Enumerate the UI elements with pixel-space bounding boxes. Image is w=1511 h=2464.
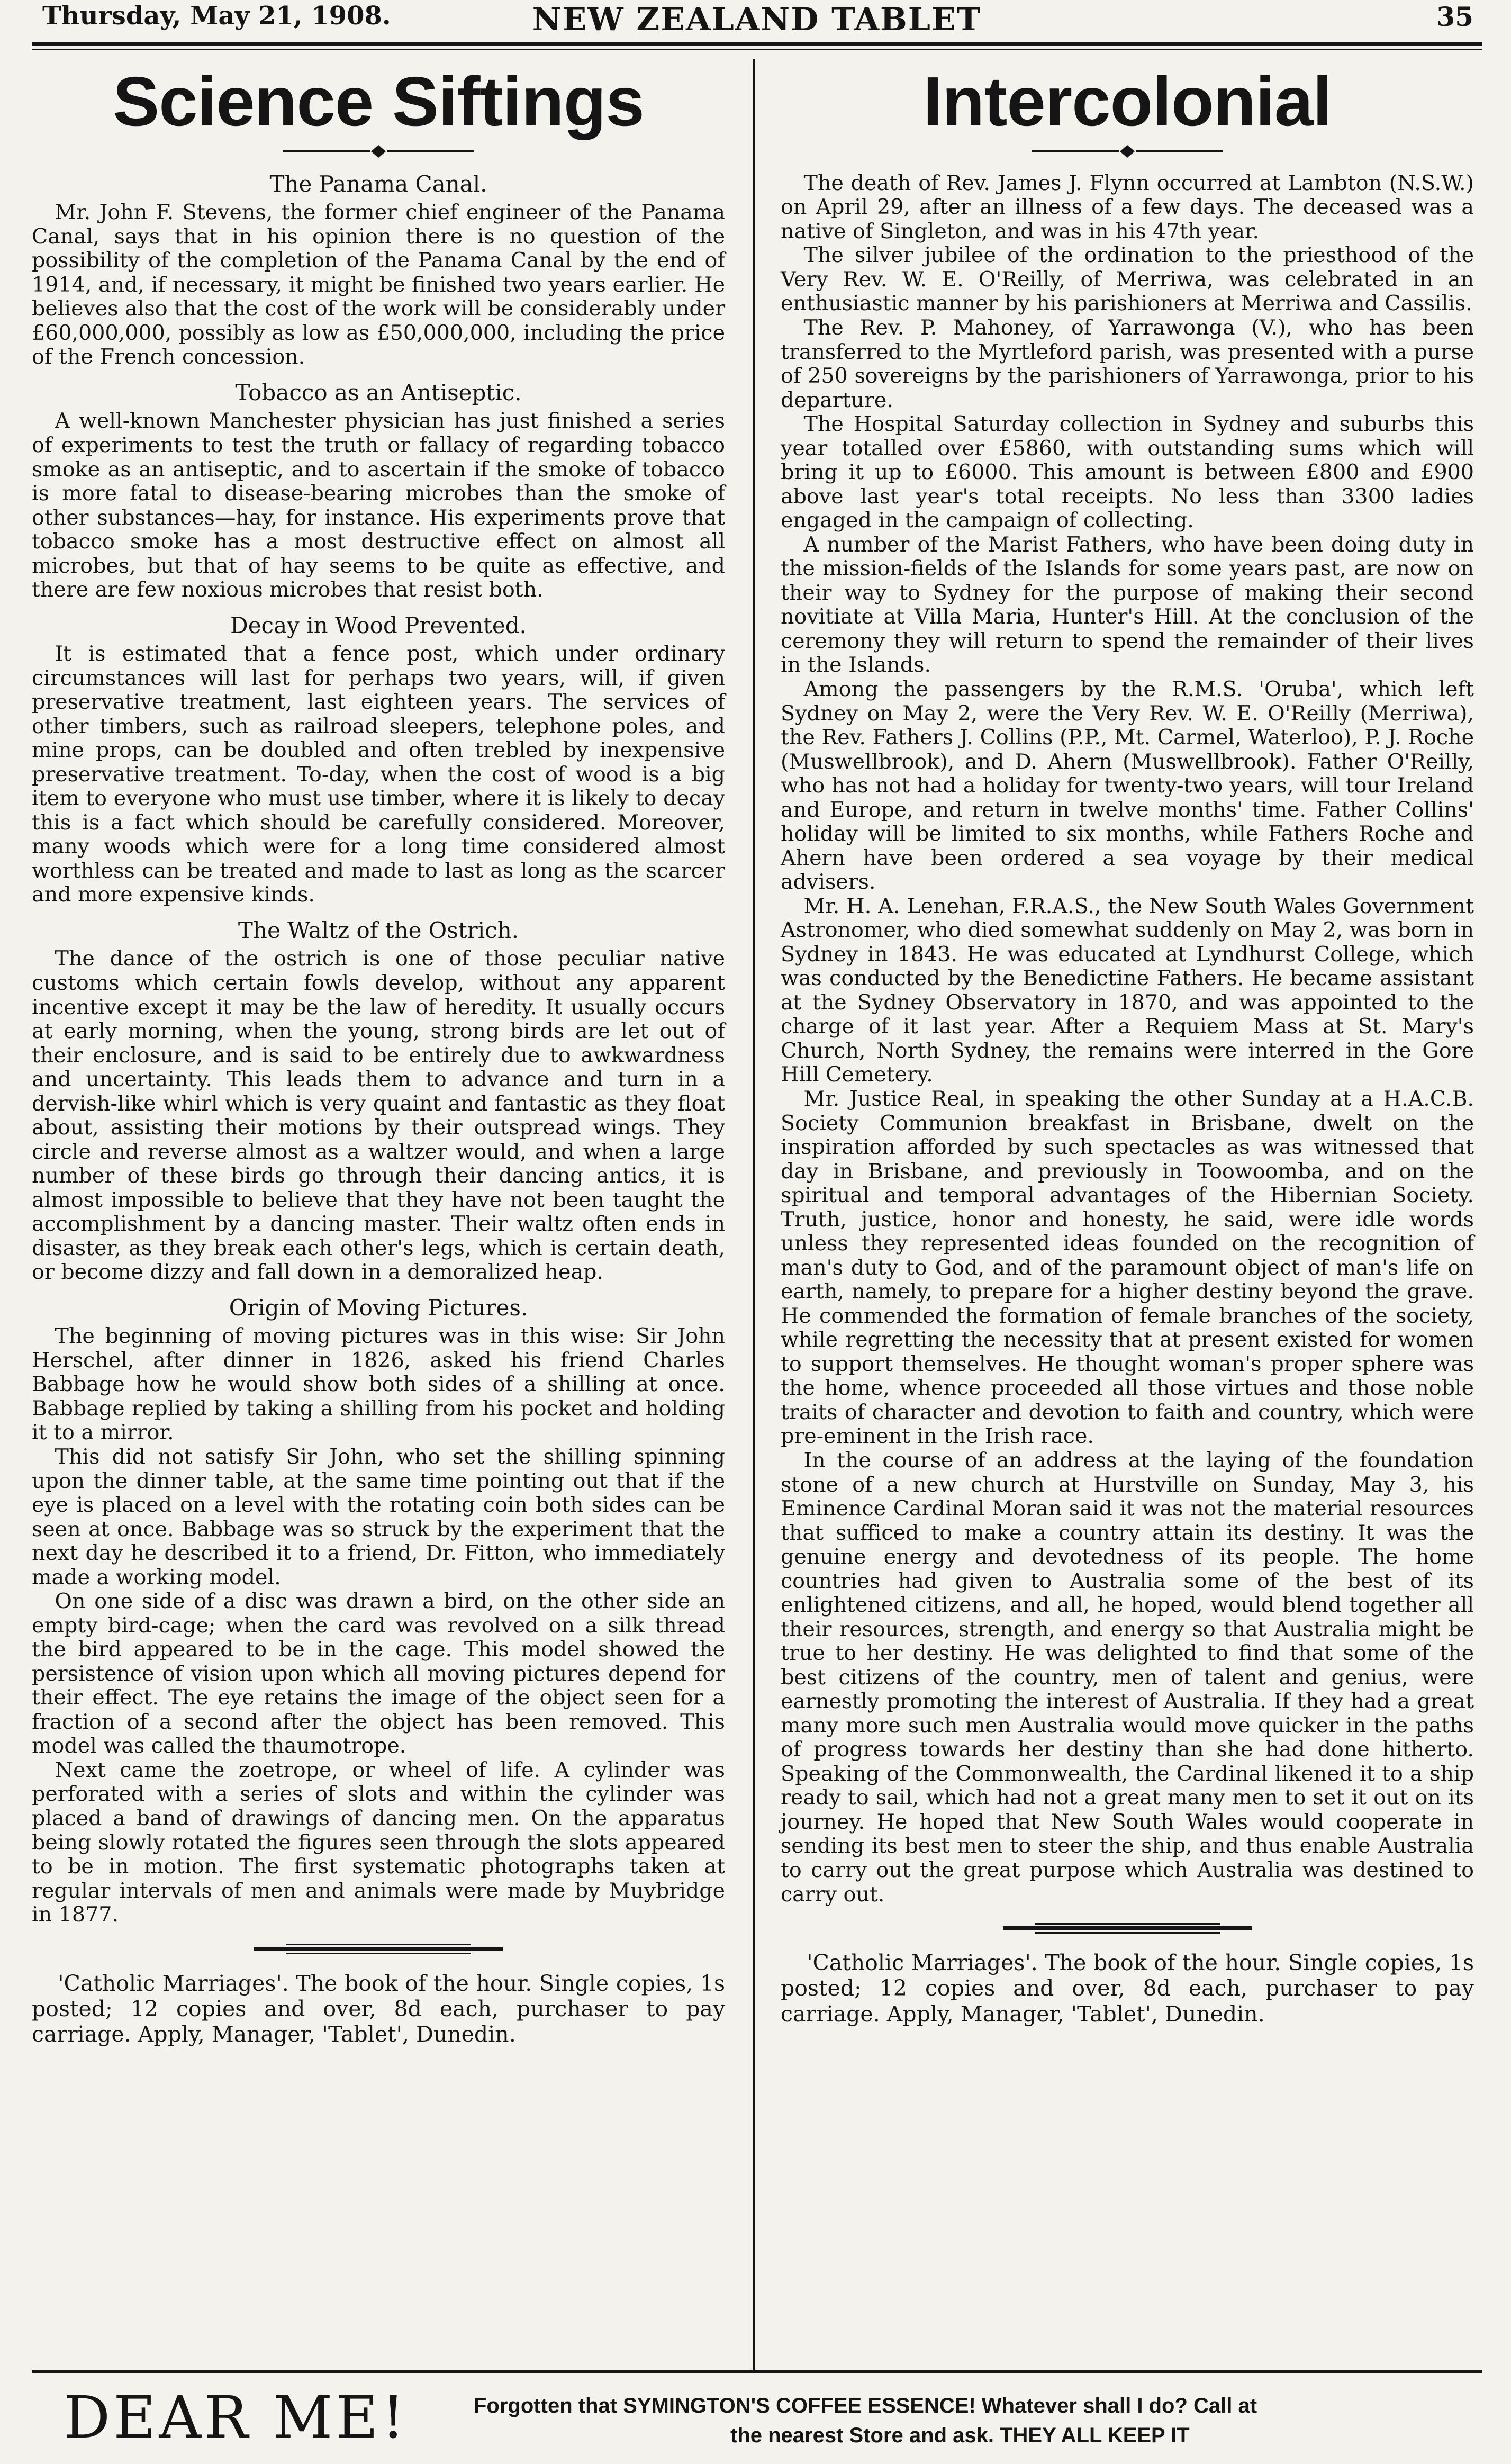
news-item: The silver jubilee of the ordination to the priesthood of the Very Rev. W. E. O'Reilly, of Merriwa, was celebrated in an enthusiastic manner by his parishioners at Merriwa and Cassilis. <box>781 243 1474 316</box>
article-paragraph: This did not satisfy Sir John, who set the shilling spinning upon the dinner table, at the same time pointing out that if the eye is placed on a level with the rotating coin both sides can be seen at once. Babbage was so struck by the experiment that the next day he described it to a friend, Dr. Fitton, who immediately made a working model. <box>32 1445 725 1590</box>
article-heading: Decay in Wood Prevented. <box>230 612 527 638</box>
header-rule <box>32 42 1482 46</box>
news-item: Mr. H. A. Lenehan, F.R.A.S., the New South Wales Government Astronomer, who died somewhat suddenly on May 2, was born in Sydney in 1843. He was educated at Lyndhurst College, which was conducted by the Benedictine Fathers. He became assistant at the Sydney Observatory in 1870, and was appointed to the charge of it last year. After a Requiem Mass at St. Mary's Church, North Sydney, the remains were interred in the Gore Hill Cemetery. <box>781 893 1474 1087</box>
divider-ornament-icon <box>254 1942 503 1956</box>
article-heading: Tobacco as an Antiseptic. <box>235 380 522 405</box>
catholic-marriages-notice: 'Catholic Marriages'. The book of the hour. Single copies, 1s posted; 12 copies and over, 8d each, purchaser to pay carriage. Apply, Manager, 'Tablet', Dunedin. <box>781 1950 1474 2027</box>
column-rule <box>753 59 755 2371</box>
advert-headline: DEAR ME! <box>64 2384 408 2451</box>
section-title: Science Siftings <box>113 62 644 140</box>
article-paragraph: Next came the zoetrope, or wheel of life. A cylinder was perforated with a series of slots and within the cylinder was placed a band of drawings of dancing men. On the apparatus being slowly rotated the figures seen through the slots appeared to be in motion. The first systematic photographs taken at regular intervals of men and animals were made by Muybridge in 1877. <box>32 1757 725 1927</box>
issue-date: Thursday, May 21, 1908. <box>42 1 391 31</box>
article-heading: The Panama Canal. <box>269 170 487 197</box>
article-paragraph: Mr. John F. Stevens, the former chief engineer of the Panama Canal, says that in his opinion there is no question of the possibility of the completion of the Panama Canal by the end of 1914, and, if necessary, it might be finished two years earlier. He believes also that the cost of the work will be considerably under £60,000,000, possibly as low as £50,000,000, including the price of the French concession. <box>32 200 725 369</box>
header-rule-thin <box>32 49 1482 50</box>
divider-ornament-icon <box>1003 1921 1252 1935</box>
article-heading: Origin of Moving Pictures. <box>229 1294 528 1321</box>
news-item: Among the passengers by the R.M.S. 'Oruba', which left Sydney on May 2, were the Very Rev. W. E. O'Reilly (Merriwa), the Rev. Fathers J. Collins (P.P., Mt. Carmel, Waterloo), P. J. Roche (Muswellbrook), and D. Ahern (Muswellbrook). Father O'Reilly, who has not had a holiday for twenty-two years, will tour Ireland and Europe, and return in twelve months' time. Father Collins' holiday will be limited to six months, while Fathers Roche and Ahern have been ordered a sea voyage by their medical advisers. <box>781 676 1474 895</box>
article-paragraph: The beginning of moving pictures was in this wise: Sir John Herschel, after dinner in 1826, asked his friend Charles Babbage how he would show both sides of a shilling at once. Babbage replied by taking a shilling from his pocket and holding it to a mirror. <box>32 1324 725 1445</box>
advert-line: the nearest Store and ask. THEY ALL KEEP IT <box>730 2424 1190 2447</box>
advert-line: Forgotten that SYMINGTON'S COFFEE ESSENCE! Whatever shall I do? Call at <box>474 2394 1257 2417</box>
news-item: Mr. Justice Real, in speaking the other Sunday at a H.A.C.B. Society Communion breakfast in Brisbane, dwelt on the inspiration afforded by such spectacles as was witnessed that day in Brisbane, and previously in Toowoomba, and on the spiritual and temporal advantages of the Hibernian Society. Truth, justice, honor and honesty, he said, were idle words unless they represented ideas founded on the recognition of man's duty to God, and of the paramount object of man's life on earth, namely, to prepare for a higher destiny beyond the grave. He commended the formation of female branches of the society, while regretting the necessity that at present existed for women to support themselves. He thought woman's proper sphere was the home, whence proceeded all those virtues and those noble traits of character and devotion to faith and country, which were pre-eminent in the Irish race. <box>781 1087 1474 1449</box>
news-item: The Hospital Saturday collection in Sydney and suburbs this year totalled over £5860, with outstanding sums which will bring it up to £6000. This amount is between £800 and £900 above last year's total receipts. No less than 3300 ladies engaged in the campaign of collecting. <box>781 412 1474 533</box>
article-paragraph: A well-known Manchester physician has just finished a series of experiments to test the truth or fallacy of regarding tobacco smoke as an antiseptic, and to ascertain if the smoke of tobacco is more fatal to disease-bearing microbes than the smoke of other substances—hay, for instance. His experiments prove that tobacco smoke has a most destructive effect on almost all microbes, but that of hay seems to be quite as effective, and there are few noxious microbes that resist both. <box>32 409 725 602</box>
running-header <box>37 0 1477 41</box>
ornament-rule-icon <box>1032 144 1223 159</box>
article-paragraph: The dance of the ostrich is one of those peculiar native customs which certain fowls develop, without any apparent incentive except it may be the law of heredity. It usually occurs at early morning, when the young, strong birds are let out of their enclosure, and is said to be entirely due to awkwardness and uncertainty. This leads them to advance and turn in a dervish-like whirl which is very quaint and fantastic as they float about, assisting their motions by their outspread wings. They circle and reverse almost as a waltzer would, and when a large number of these birds go through their dancing antics, it is almost impossible to believe that they have not been taught the accomplishment by a dancing master. Their waltz often ends in disaster, as they break each other's legs, which is certain death, or become dizzy and fall down in a demoralized heap. <box>32 946 725 1285</box>
catholic-marriages-notice: 'Catholic Marriages'. The book of the hour. Single copies, 1s posted; 12 copies and over, 8d each, purchaser to pay carriage. Apply, Manager, 'Tablet', Dunedin. <box>32 1970 725 2047</box>
news-item: In the course of an address at the laying of the foundation stone of a new church at Hurstville on Sunday, May 3, his Eminence Cardinal Moran said it was not the material resources that sufficed to make a country attain its destiny. It was the genuine energy and devotedness of its people. The home countries had given to Australia some of the best of its enlightened citizens, and all, he hoped, would blend together all their resources, strength, and energy so that Australia might be true to her destiny. He was delighted to find that some of the best citizens of the country, men of talent and genius, were earnestly promoting the interest of Australia. If they had a great many more such men Australia would move quicker in the paths of progress towards her destiny than she had done hitherto. Speaking of the Commonwealth, the Cardinal likened it to a ship ready to sail, which had not a great many men to set it out on its journey. He hoped that New South Wales would cooperate in sending its best men to steer the ship, and thus enable Australia to carry out the great purpose which Australia was destined to carry out. <box>781 1448 1474 1907</box>
masthead-title: NEW ZEALAND TABLET <box>532 1 982 38</box>
article-heading: The Waltz of the Ostrich. <box>238 917 519 943</box>
footer-rule <box>32 2370 1482 2373</box>
article-paragraph: It is estimated that a fence post, which under ordinary circumstances will last for perhaps two years, will, if given preservative treatment, last eighteen years. The services of other timbers, such as railroad sleepers, telephone poles, and mine props, can be doubled and often trebled by inexpensive preservative treatment. To-day, when the cost of wood is a big item to everyone who must use timber, where it is likely to decay this is a fact which should be carefully considered. Moreover, many woods which were for a long time considered almost worthless can be treated and made to last as long as the scarcer and more expensive kinds. <box>32 642 725 907</box>
news-item: A number of the Marist Fathers, who have been doing duty in the mission-fields of the Islands for some years past, are now on their way to Sydney for the purpose of making their second novitiate at Villa Maria, Hunter's Hill. At the conclusion of the ceremony they will return to spend the remainder of their lives in the Islands. <box>781 532 1474 678</box>
intercolonial-column <box>781 62 1474 2027</box>
article-paragraph: On one side of a disc was drawn a bird, on the other side an empty bird-cage; when the card was revolved on a silk thread the bird appeared to be in the cage. This model showed the persistence of vision upon which all moving pictures depend for their effect. The eye retains the image of the object seen for a fraction of a second after the object has been removed. This model was called the thaumotrope. <box>32 1589 725 1758</box>
news-item: The Rev. P. Mahoney, of Yarrawonga (V.), who has been transferred to the Myrtleford parish, was presented with a purse of 250 sovereigns by the parishioners of Yarrawonga, prior to his departure. <box>781 315 1474 412</box>
section-title: Intercolonial <box>923 62 1332 140</box>
news-item: The death of Rev. James J. Flynn occurred at Lambton (N.S.W.) on April 29, after an illness of a few days. The deceased was a native of Singleton, and was in his 47th year. <box>781 170 1474 243</box>
science-siftings-column <box>32 62 725 2047</box>
symingtons-advert <box>32 2379 1482 2459</box>
page-number: 35 <box>1436 1 1473 32</box>
ornament-rule-icon <box>283 144 474 159</box>
